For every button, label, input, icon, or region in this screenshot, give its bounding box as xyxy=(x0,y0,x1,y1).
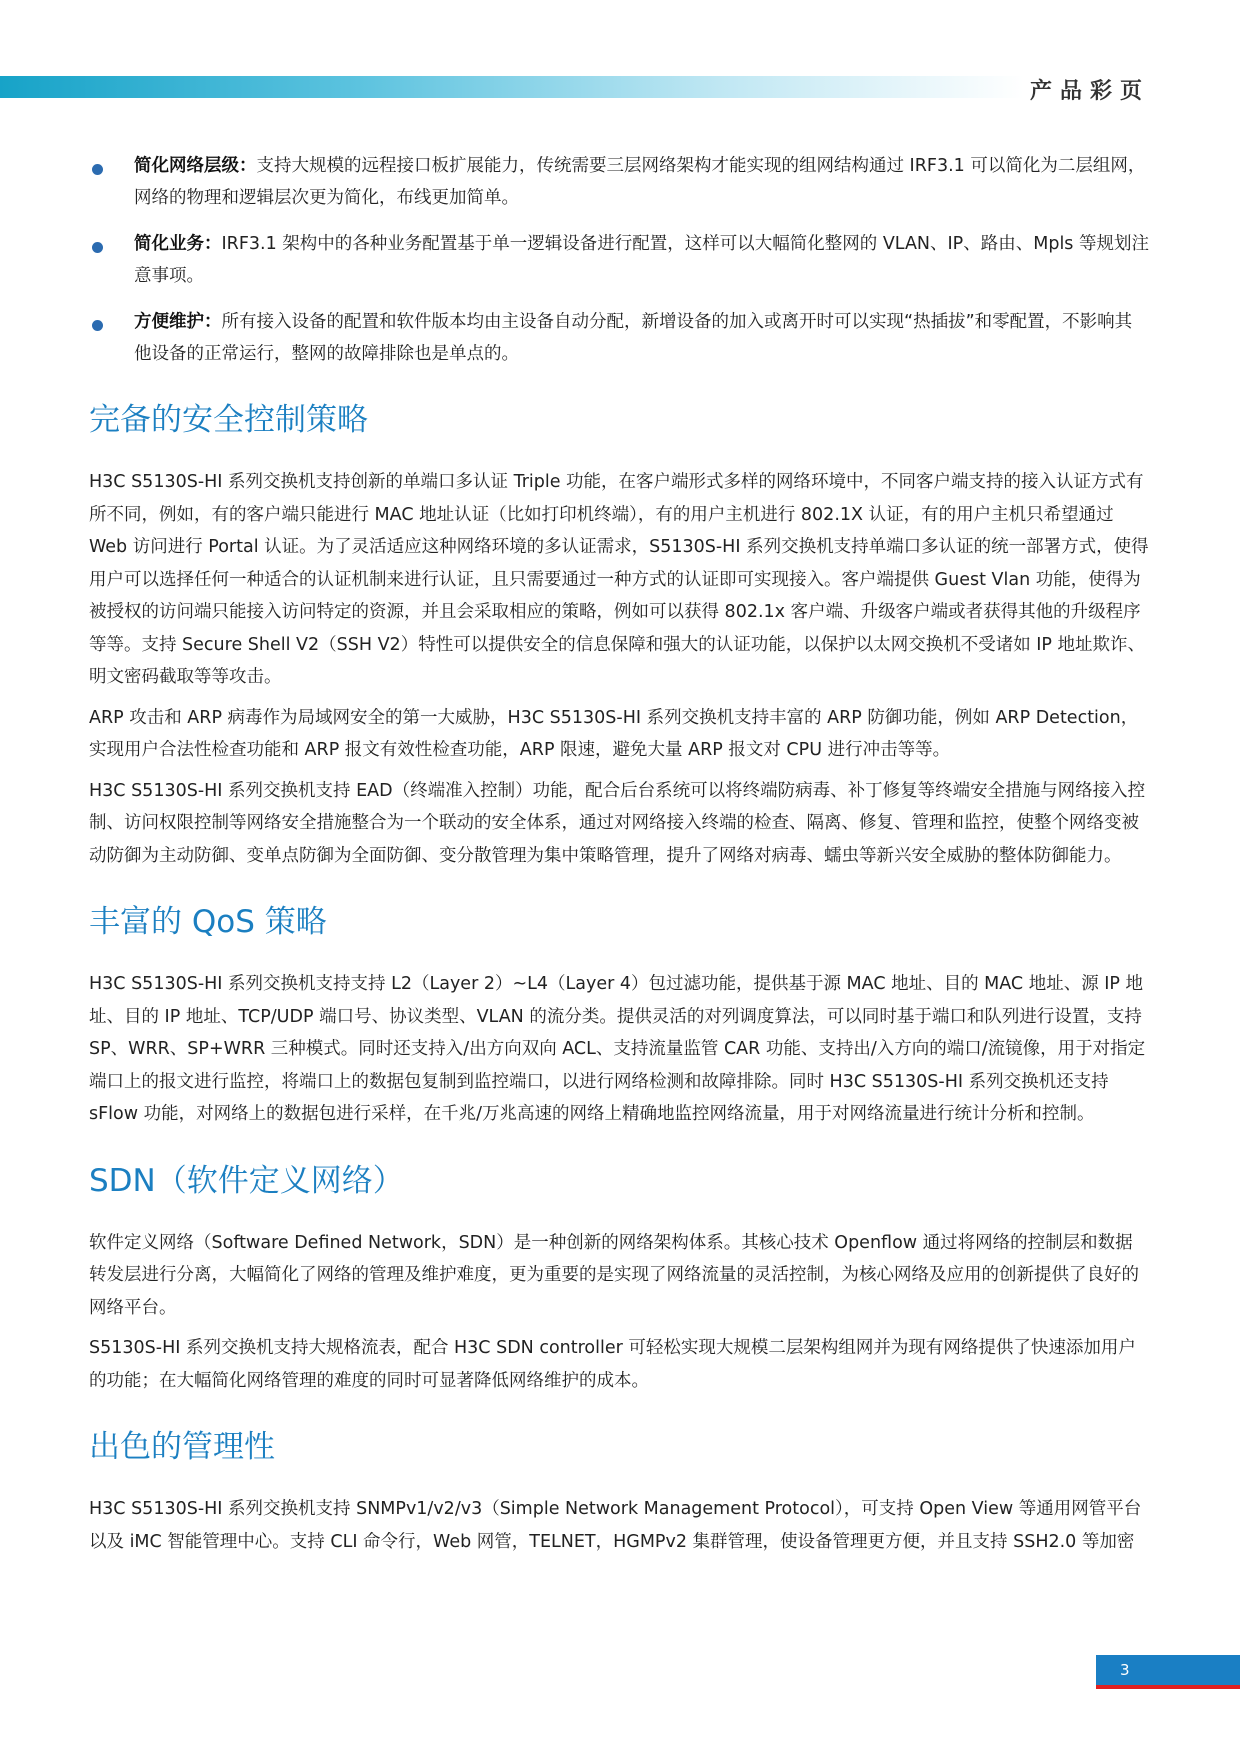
page-number: 3 xyxy=(1096,1655,1240,1685)
bullet-text: 支持大规模的远程接口板扩展能力，传统需要三层网络架构才能实现的组网结构通过 IRF3.1 可以简化为二层组网，网络的物理和逻辑层次更为简化，布线更加简单。 xyxy=(134,156,1146,208)
bullet-item xyxy=(89,228,1149,292)
paragraph: ARP 攻击和 ARP 病毒作为局域网安全的第一大威胁，H3C S5130S-HI 系列交换机支持丰富的 ARP 防御功能，例如 ARP Detection，实现用户合法性检查功能和 ARP 报文有效性检查功能，ARP 限速，避免大量 ARP 报文对 CPU 进行冲击等等。 xyxy=(89,707,1139,760)
bullet-dot-icon xyxy=(92,164,103,175)
bullet-text: 所有接入设备的配置和软件版本均由主设备自动分配，新增设备的加入或离开时可以实现“热插拔”和零配置，不影响其他设备的正常运行，整网的故障排除也是单点的。 xyxy=(134,312,1133,364)
paragraph: H3C S5130S-HI 系列交换机支持支持 L2（Layer 2）~L4（Layer 4）包过滤功能，提供基于源 MAC 地址、目的 MAC 地址、源 IP 地址、目的 IP 地址、TCP/UDP 端口号、协议类型、VLAN 的流分类。提供灵活的对列调度算法，可以同时基于端口和队列进行设置，支持 SP、WRR、SP+WRR 三种模式。同时还支持入/出方向双向 ACL、支持流量监管 CAR 功能、支持出/入方向的端口/流镜像，用于对指定端口上的报文进行监控，将端口上的数据包复制到监控端口，以进行网络检测和故障排除。同时 H3C S5130S-HI 系列交换机还支持 sFlow 功能，对网络上的数据包进行采样，在千兆/万兆高速的网络上精确地监控网络流量，用于对网络流量进行统计分析和控制。 xyxy=(89,974,1146,1124)
paragraph: H3C S5130S-HI 系列交换机支持 EAD（终端准入控制）功能，配合后台系统可以将终端防病毒、补丁修复等终端安全措施与网络接入控制、访问权限控制等网络安全措施整合为一个联动的安全体系，通过对网络接入终端的检查、隔离、修复、管理和监控，使整个网络变被动防御为主动防御、变单点防御为全面防御、变分散管理为集中策略管理，提升了网络对病毒、蠕虫等新兴安全威胁的整体防御能力。 xyxy=(89,780,1146,866)
page-content xyxy=(89,150,1149,1566)
paragraph: S5130S-HI 系列交换机支持大规格流表，配合 H3C SDN controller 可轻松实现大规模二层架构组网并为现有网络提供了快速添加用户的功能；在大幅简化网络管理的难度的同时可显著降低网络维护的成本。 xyxy=(89,1338,1136,1391)
section-title-sdn: SDN（软件定义网络） xyxy=(89,1162,404,1199)
paragraph: 软件定义网络（Software Defined Network，SDN）是一种创新的网络架构体系。其核心技术 Openflow 通过将网络的控制层和数据转发层进行分离，大幅简化了网络的管理及维护难度，更为重要的是实现了网络流量的灵活控制，为核心网络及应用的创新提供了良好的网络平台。 xyxy=(89,1232,1139,1318)
bullet-item xyxy=(89,306,1149,370)
bullet-term: 方便维护： xyxy=(134,312,222,332)
section-title-management: 出色的管理性 xyxy=(89,1429,275,1465)
paragraph: H3C S5130S-HI 系列交换机支持 SNMPv1/v2/v3（Simple Network Management Protocol），可支持 Open View 等通用网管平台以及 iMC 智能管理中心。支持 CLI 命令行，Web 网管，TELNET，HGMPv2 集群管理，使设备管理更方便，并且支持 SSH2.0 等加密 xyxy=(89,1499,1142,1552)
bullet-term: 简化网络层级： xyxy=(134,156,257,176)
section-title-security: 完备的安全控制策略 xyxy=(89,402,368,438)
section-title-qos: 丰富的 QoS 策略 xyxy=(89,904,327,940)
paragraph: H3C S5130S-HI 系列交换机支持创新的单端口多认证 Triple 功能，在客户端形式多样的网络环境中，不同客户端支持的接入认证方式有所不同，例如，有的客户端只能进行 MAC 地址认证（比如打印机终端），有的用户主机进行 802.1X 认证，有的用户主机只希望通过 Web 访问进行 Portal 认证。为了灵活适应这种网络环境的多认证需求，S5130S-HI 系列交换机支持单端口多认证的统一部署方式，使得用户可以选择任何一种适合的认证机制来进行认证，且只需要通过一种方式的认证即可实现接入。客户端提供 Guest Vlan 功能，使得为被授权的访问端只能接入访问特定的资源，并且会采取相应的策略，例如可以获得 802.1x 客户端、升级客户端或者获得其他的升级程序等等。支持 Secure Shell V2（SSH V2）特性可以提供安全的信息保障和强大的认证功能，以保护以太网交换机不受诸如 IP 地址欺诈、明文密码截取等等攻击。 xyxy=(89,472,1149,687)
bullet-dot-icon xyxy=(92,242,103,253)
header-gradient-bar xyxy=(0,76,1024,98)
header-label: 产品彩页 xyxy=(1030,79,1151,104)
page-number-underline xyxy=(1096,1685,1240,1689)
bullet-term: 简化业务： xyxy=(134,234,222,254)
bullet-text: IRF3.1 架构中的各种业务配置基于单一逻辑设备进行配置，这样可以大幅简化整网的 VLAN、IP、路由、Mpls 等规划注意事项。 xyxy=(134,234,1149,286)
bullet-item xyxy=(89,150,1149,214)
bullet-dot-icon xyxy=(92,320,103,331)
